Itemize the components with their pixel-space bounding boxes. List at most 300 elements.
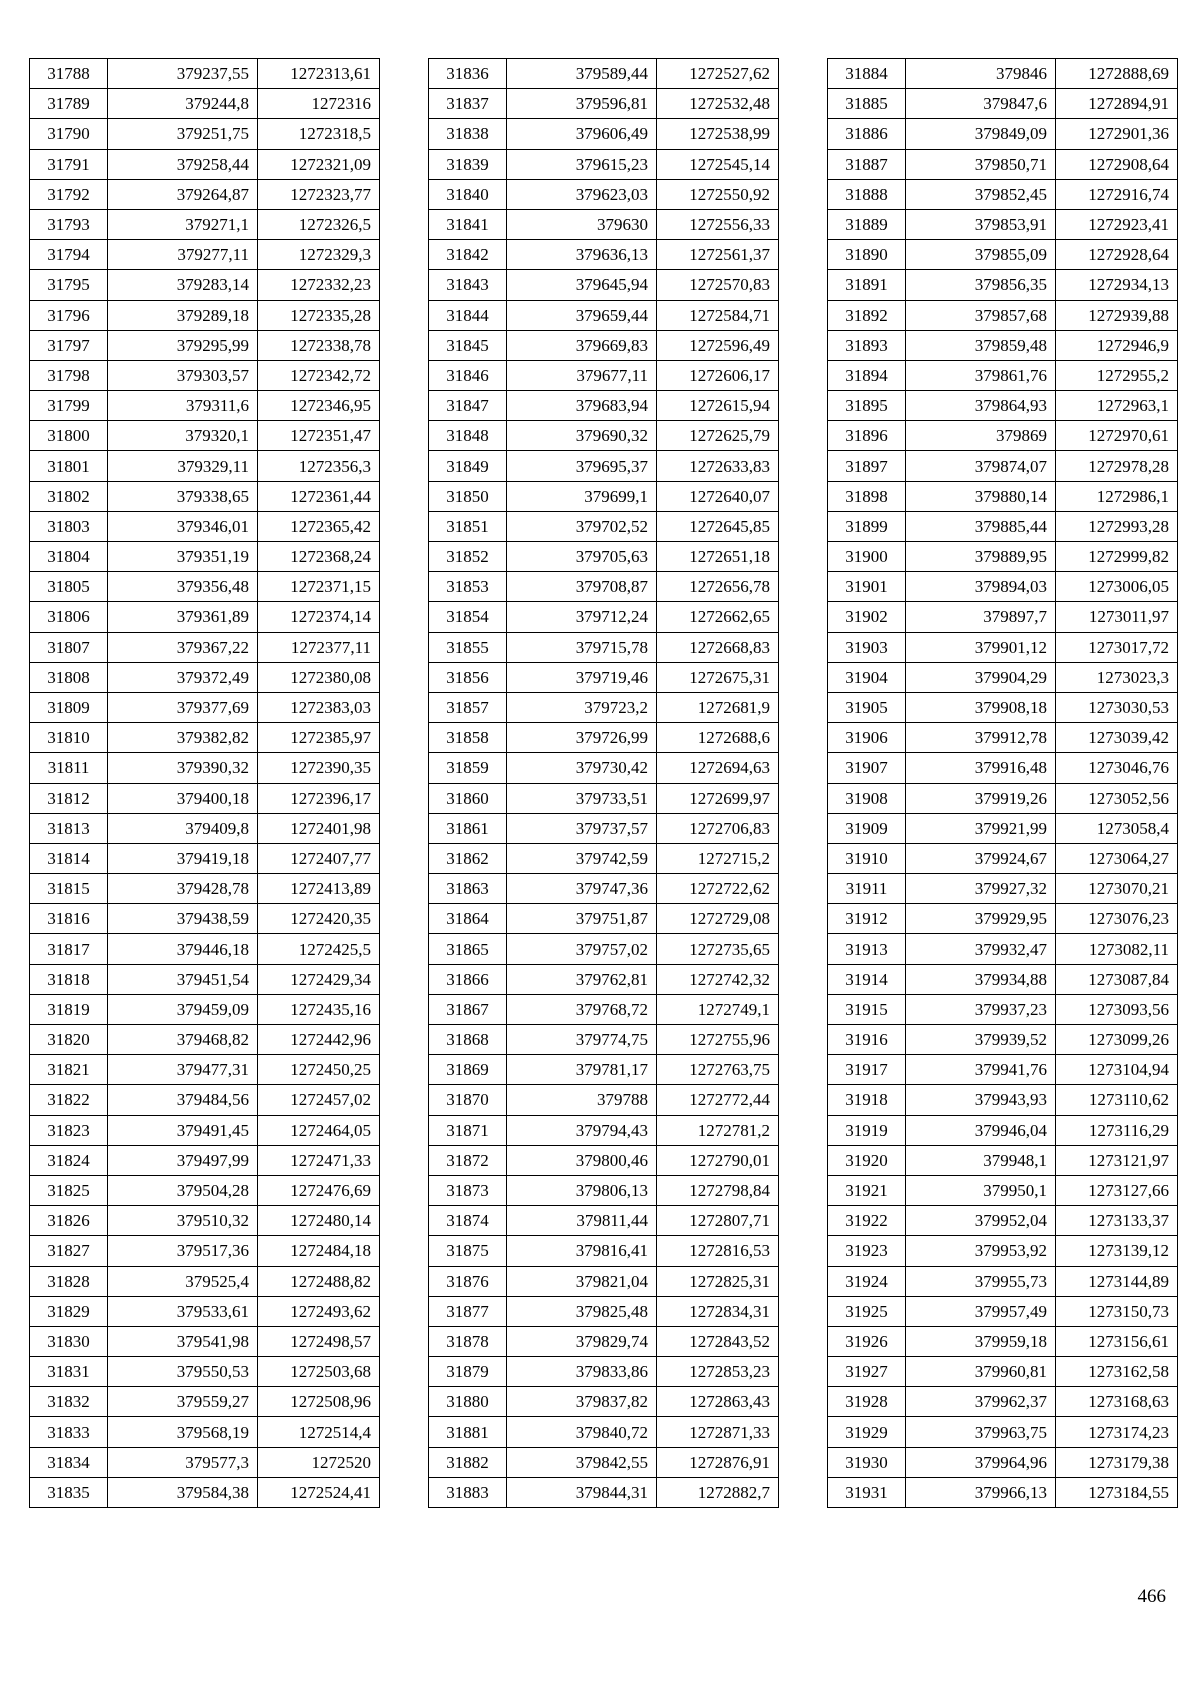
point-number-cell: 31850: [429, 481, 507, 511]
point-number-cell: 31883: [429, 1477, 507, 1507]
table-row: [30, 662, 380, 692]
table-row: [828, 149, 1178, 179]
point-number-cell: 31858: [429, 723, 507, 753]
point-number-cell: 31892: [828, 300, 906, 330]
y-coordinate-cell: 1272342,72: [258, 360, 380, 390]
point-number-cell: 31910: [828, 843, 906, 873]
y-coordinate-cell: 1272318,5: [258, 119, 380, 149]
y-coordinate-cell: 1272901,36: [1056, 119, 1178, 149]
x-coordinate-cell: 379833,86: [507, 1357, 657, 1387]
point-number-cell: 31833: [30, 1417, 108, 1447]
point-number-cell: 31899: [828, 511, 906, 541]
point-number-cell: 31820: [30, 1025, 108, 1055]
y-coordinate-cell: 1272457,02: [258, 1085, 380, 1115]
point-number-cell: 31807: [30, 632, 108, 662]
y-coordinate-cell: 1272978,28: [1056, 451, 1178, 481]
table-row: [429, 360, 779, 390]
point-number-cell: 31859: [429, 753, 507, 783]
x-coordinate-cell: 379821,04: [507, 1266, 657, 1296]
x-coordinate-cell: 379451,54: [108, 964, 258, 994]
x-coordinate-cell: 379504,28: [108, 1175, 258, 1205]
y-coordinate-cell: 1272934,13: [1056, 270, 1178, 300]
table-row: [828, 632, 1178, 662]
table-row: [429, 209, 779, 239]
x-coordinate-cell: 379715,78: [507, 632, 657, 662]
y-coordinate-cell: 1272656,78: [657, 572, 779, 602]
x-coordinate-cell: 379589,44: [507, 59, 657, 89]
point-number-cell: 31814: [30, 843, 108, 873]
y-coordinate-cell: 1272946,9: [1056, 330, 1178, 360]
x-coordinate-cell: 379816,41: [507, 1236, 657, 1266]
table-row: [828, 934, 1178, 964]
point-number-cell: 31906: [828, 723, 906, 753]
table-row: [30, 209, 380, 239]
x-coordinate-cell: 379932,47: [906, 934, 1056, 964]
point-number-cell: 31857: [429, 692, 507, 722]
point-number-cell: 31901: [828, 572, 906, 602]
table-row: [30, 149, 380, 179]
table-row: [429, 964, 779, 994]
point-number-cell: 31900: [828, 542, 906, 572]
x-coordinate-cell: 379921,99: [906, 813, 1056, 843]
y-coordinate-cell: 1272323,77: [258, 179, 380, 209]
y-coordinate-cell: 1272816,53: [657, 1236, 779, 1266]
table-row: [30, 1447, 380, 1477]
x-coordinate-cell: 379897,7: [906, 602, 1056, 632]
point-number-cell: 31856: [429, 662, 507, 692]
point-number-cell: 31888: [828, 179, 906, 209]
point-number-cell: 31868: [429, 1025, 507, 1055]
x-coordinate-cell: 379929,95: [906, 904, 1056, 934]
table-row: [30, 572, 380, 602]
x-coordinate-cell: 379747,36: [507, 874, 657, 904]
point-number-cell: 31800: [30, 421, 108, 451]
x-coordinate-cell: 379946,04: [906, 1115, 1056, 1145]
y-coordinate-cell: 1273174,23: [1056, 1417, 1178, 1447]
y-coordinate-cell: 1272380,08: [258, 662, 380, 692]
point-number-cell: 31816: [30, 904, 108, 934]
x-coordinate-cell: 379837,82: [507, 1387, 657, 1417]
y-coordinate-cell: 1272681,9: [657, 692, 779, 722]
y-coordinate-cell: 1272514,4: [258, 1417, 380, 1447]
x-coordinate-cell: 379468,82: [108, 1025, 258, 1055]
table-row: [30, 632, 380, 662]
y-coordinate-cell: 1272435,16: [258, 994, 380, 1024]
x-coordinate-cell: 379934,88: [906, 964, 1056, 994]
point-number-cell: 31839: [429, 149, 507, 179]
point-number-cell: 31855: [429, 632, 507, 662]
table-row: [429, 692, 779, 722]
point-number-cell: 31815: [30, 874, 108, 904]
y-coordinate-cell: 1273104,94: [1056, 1055, 1178, 1085]
point-number-cell: 31919: [828, 1115, 906, 1145]
y-coordinate-cell: 1272524,41: [258, 1477, 380, 1507]
point-number-cell: 31870: [429, 1085, 507, 1115]
point-number-cell: 31789: [30, 89, 108, 119]
y-coordinate-cell: 1272508,96: [258, 1387, 380, 1417]
point-number-cell: 31929: [828, 1417, 906, 1447]
point-number-cell: 31827: [30, 1236, 108, 1266]
x-coordinate-cell: 379484,56: [108, 1085, 258, 1115]
x-coordinate-cell: 379726,99: [507, 723, 657, 753]
x-coordinate-cell: 379271,1: [108, 209, 258, 239]
table-row: [828, 723, 1178, 753]
table-row: [30, 904, 380, 934]
point-number-cell: 31869: [429, 1055, 507, 1085]
table-row: [828, 994, 1178, 1024]
point-number-cell: 31896: [828, 421, 906, 451]
table-row: [429, 1296, 779, 1326]
point-number-cell: 31793: [30, 209, 108, 239]
y-coordinate-cell: 1272480,14: [258, 1206, 380, 1236]
x-coordinate-cell: 379550,53: [108, 1357, 258, 1387]
point-number-cell: 31842: [429, 240, 507, 270]
point-number-cell: 31847: [429, 391, 507, 421]
y-coordinate-cell: 1272413,89: [258, 874, 380, 904]
point-number-cell: 31824: [30, 1145, 108, 1175]
point-number-cell: 31851: [429, 511, 507, 541]
point-number-cell: 31890: [828, 240, 906, 270]
table-row: [30, 813, 380, 843]
point-number-cell: 31822: [30, 1085, 108, 1115]
x-coordinate-cell: 379329,11: [108, 451, 258, 481]
x-coordinate-cell: 379702,52: [507, 511, 657, 541]
x-coordinate-cell: 379853,91: [906, 209, 1056, 239]
point-number-cell: 31872: [429, 1145, 507, 1175]
table-row: [429, 511, 779, 541]
x-coordinate-cell: 379382,82: [108, 723, 258, 753]
table-row: [429, 330, 779, 360]
x-coordinate-cell: 379852,45: [906, 179, 1056, 209]
x-coordinate-cell: 379937,23: [906, 994, 1056, 1024]
y-coordinate-cell: 1272606,17: [657, 360, 779, 390]
point-number-cell: 31908: [828, 783, 906, 813]
point-number-cell: 31805: [30, 572, 108, 602]
y-coordinate-cell: 1273127,66: [1056, 1175, 1178, 1205]
y-coordinate-cell: 1272882,7: [657, 1477, 779, 1507]
table-row: [429, 119, 779, 149]
table-row: [429, 542, 779, 572]
y-coordinate-cell: 1272633,83: [657, 451, 779, 481]
x-coordinate-cell: 379963,75: [906, 1417, 1056, 1447]
x-coordinate-cell: 379690,32: [507, 421, 657, 451]
x-coordinate-cell: 379510,32: [108, 1206, 258, 1236]
table-row: [30, 1145, 380, 1175]
y-coordinate-cell: 1272963,1: [1056, 391, 1178, 421]
table-row: [30, 1025, 380, 1055]
table-row: [30, 511, 380, 541]
y-coordinate-cell: 1273046,76: [1056, 753, 1178, 783]
point-number-cell: 31788: [30, 59, 108, 89]
table-row: [30, 451, 380, 481]
x-coordinate-cell: 379351,19: [108, 542, 258, 572]
y-coordinate-cell: 1273116,29: [1056, 1115, 1178, 1145]
table-row: [429, 1417, 779, 1447]
y-coordinate-cell: 1272834,31: [657, 1296, 779, 1326]
y-coordinate-cell: 1272863,43: [657, 1387, 779, 1417]
x-coordinate-cell: 379541,98: [108, 1326, 258, 1356]
x-coordinate-cell: 379943,93: [906, 1085, 1056, 1115]
y-coordinate-cell: 1272313,61: [258, 59, 380, 89]
y-coordinate-cell: 1272338,78: [258, 330, 380, 360]
point-number-cell: 31865: [429, 934, 507, 964]
x-coordinate-cell: 379719,46: [507, 662, 657, 692]
x-coordinate-cell: 379251,75: [108, 119, 258, 149]
y-coordinate-cell: 1272798,84: [657, 1175, 779, 1205]
x-coordinate-cell: 379356,48: [108, 572, 258, 602]
page-number: 466: [1137, 1586, 1166, 1607]
table-row: [429, 1447, 779, 1477]
y-coordinate-cell: 1272843,52: [657, 1326, 779, 1356]
y-coordinate-cell: 1272550,92: [657, 179, 779, 209]
point-number-cell: 31864: [429, 904, 507, 934]
point-number-cell: 31795: [30, 270, 108, 300]
table-row: [30, 360, 380, 390]
y-coordinate-cell: 1272970,61: [1056, 421, 1178, 451]
table-row: [429, 1387, 779, 1417]
x-coordinate-cell: 379277,11: [108, 240, 258, 270]
table-row: [429, 391, 779, 421]
y-coordinate-cell: 1272615,94: [657, 391, 779, 421]
table-row: [429, 1206, 779, 1236]
point-number-cell: 31874: [429, 1206, 507, 1236]
y-coordinate-cell: 1272735,65: [657, 934, 779, 964]
point-number-cell: 31845: [429, 330, 507, 360]
x-coordinate-cell: 379630: [507, 209, 657, 239]
y-coordinate-cell: 1272871,33: [657, 1417, 779, 1447]
table-row: [828, 119, 1178, 149]
point-number-cell: 31809: [30, 692, 108, 722]
table-row: [30, 330, 380, 360]
table-row: [30, 843, 380, 873]
table-row: [828, 240, 1178, 270]
x-coordinate-cell: 379874,07: [906, 451, 1056, 481]
table-row: [828, 572, 1178, 602]
x-coordinate-cell: 379606,49: [507, 119, 657, 149]
y-coordinate-cell: 1273052,56: [1056, 783, 1178, 813]
x-coordinate-cell: 379438,59: [108, 904, 258, 934]
x-coordinate-cell: 379477,31: [108, 1055, 258, 1085]
x-coordinate-cell: 379941,76: [906, 1055, 1056, 1085]
point-number-cell: 31849: [429, 451, 507, 481]
table-row: [30, 1357, 380, 1387]
point-number-cell: 31914: [828, 964, 906, 994]
point-number-cell: 31925: [828, 1296, 906, 1326]
table-row: [429, 149, 779, 179]
x-coordinate-cell: 379367,22: [108, 632, 258, 662]
y-coordinate-cell: 1273064,27: [1056, 843, 1178, 873]
x-coordinate-cell: 379677,11: [507, 360, 657, 390]
y-coordinate-cell: 1273011,97: [1056, 602, 1178, 632]
point-number-cell: 31879: [429, 1357, 507, 1387]
point-number-cell: 31913: [828, 934, 906, 964]
table-row: [828, 662, 1178, 692]
point-number-cell: 31927: [828, 1357, 906, 1387]
x-coordinate-cell: 379850,71: [906, 149, 1056, 179]
x-coordinate-cell: 379311,6: [108, 391, 258, 421]
table-row: [429, 1266, 779, 1296]
x-coordinate-cell: 379912,78: [906, 723, 1056, 753]
table-row: [429, 1085, 779, 1115]
y-coordinate-cell: 1272625,79: [657, 421, 779, 451]
y-coordinate-cell: 1273179,38: [1056, 1447, 1178, 1477]
x-coordinate-cell: 379857,68: [906, 300, 1056, 330]
y-coordinate-cell: 1273039,42: [1056, 723, 1178, 753]
x-coordinate-cell: 379959,18: [906, 1326, 1056, 1356]
table-row: [828, 1417, 1178, 1447]
x-coordinate-cell: 379948,1: [906, 1145, 1056, 1175]
y-coordinate-cell: 1272894,91: [1056, 89, 1178, 119]
x-coordinate-cell: 379320,1: [108, 421, 258, 451]
x-coordinate-cell: 379861,76: [906, 360, 1056, 390]
x-coordinate-cell: 379615,23: [507, 149, 657, 179]
point-number-cell: 31873: [429, 1175, 507, 1205]
x-coordinate-cell: 379568,19: [108, 1417, 258, 1447]
table-row: [429, 481, 779, 511]
point-number-cell: 31915: [828, 994, 906, 1024]
point-number-cell: 31825: [30, 1175, 108, 1205]
point-number-cell: 31921: [828, 1175, 906, 1205]
y-coordinate-cell: 1272908,64: [1056, 149, 1178, 179]
table-row: [828, 1266, 1178, 1296]
x-coordinate-cell: 379939,52: [906, 1025, 1056, 1055]
y-coordinate-cell: 1272538,99: [657, 119, 779, 149]
x-coordinate-cell: 379645,94: [507, 270, 657, 300]
point-number-cell: 31852: [429, 542, 507, 572]
y-coordinate-cell: 1272385,97: [258, 723, 380, 753]
table-row: [429, 1357, 779, 1387]
point-number-cell: 31871: [429, 1115, 507, 1145]
table-row: [828, 692, 1178, 722]
x-coordinate-cell: 379859,48: [906, 330, 1056, 360]
coordinate-table-1: [29, 58, 380, 1508]
table-row: [30, 874, 380, 904]
point-number-cell: 31819: [30, 994, 108, 1024]
x-coordinate-cell: 379577,3: [108, 1447, 258, 1477]
point-number-cell: 31848: [429, 421, 507, 451]
x-coordinate-cell: 379908,18: [906, 692, 1056, 722]
x-coordinate-cell: 379794,43: [507, 1115, 657, 1145]
x-coordinate-cell: 379855,09: [906, 240, 1056, 270]
x-coordinate-cell: 379446,18: [108, 934, 258, 964]
point-number-cell: 31866: [429, 964, 507, 994]
table-row: [429, 300, 779, 330]
y-coordinate-cell: 1272476,69: [258, 1175, 380, 1205]
x-coordinate-cell: 379953,92: [906, 1236, 1056, 1266]
table-row: [828, 209, 1178, 239]
table-row: [30, 1387, 380, 1417]
x-coordinate-cell: 379957,49: [906, 1296, 1056, 1326]
table-row: [30, 119, 380, 149]
x-coordinate-cell: 379964,96: [906, 1447, 1056, 1477]
table-row: [828, 1055, 1178, 1085]
x-coordinate-cell: 379669,83: [507, 330, 657, 360]
table-row: [30, 934, 380, 964]
y-coordinate-cell: 1272396,17: [258, 783, 380, 813]
point-number-cell: 31854: [429, 602, 507, 632]
point-number-cell: 31911: [828, 874, 906, 904]
y-coordinate-cell: 1272390,35: [258, 753, 380, 783]
table-row: [30, 481, 380, 511]
table-row: [30, 542, 380, 572]
table-row: [30, 783, 380, 813]
table-row: [30, 1266, 380, 1296]
x-coordinate-cell: 379894,03: [906, 572, 1056, 602]
point-number-cell: 31876: [429, 1266, 507, 1296]
y-coordinate-cell: 1273099,26: [1056, 1025, 1178, 1055]
x-coordinate-cell: 379295,99: [108, 330, 258, 360]
y-coordinate-cell: 1272807,71: [657, 1206, 779, 1236]
y-coordinate-cell: 1272527,62: [657, 59, 779, 89]
x-coordinate-cell: 379390,32: [108, 753, 258, 783]
y-coordinate-cell: 1272923,41: [1056, 209, 1178, 239]
x-coordinate-cell: 379517,36: [108, 1236, 258, 1266]
table-row: [429, 904, 779, 934]
x-coordinate-cell: 379409,8: [108, 813, 258, 843]
point-number-cell: 31792: [30, 179, 108, 209]
point-number-cell: 31797: [30, 330, 108, 360]
point-number-cell: 31893: [828, 330, 906, 360]
y-coordinate-cell: 1272570,83: [657, 270, 779, 300]
x-coordinate-cell: 379623,03: [507, 179, 657, 209]
table-row: [30, 994, 380, 1024]
table-row: [828, 1025, 1178, 1055]
point-number-cell: 31862: [429, 843, 507, 873]
table-row: [429, 1326, 779, 1356]
table-row: [429, 1025, 779, 1055]
y-coordinate-cell: 1273006,05: [1056, 572, 1178, 602]
x-coordinate-cell: 379346,01: [108, 511, 258, 541]
table-row: [30, 1477, 380, 1507]
point-number-cell: 31826: [30, 1206, 108, 1236]
x-coordinate-cell: 379842,55: [507, 1447, 657, 1477]
y-coordinate-cell: 1272729,08: [657, 904, 779, 934]
y-coordinate-cell: 1273110,62: [1056, 1085, 1178, 1115]
point-number-cell: 31903: [828, 632, 906, 662]
point-number-cell: 31881: [429, 1417, 507, 1447]
x-coordinate-cell: 379846: [906, 59, 1056, 89]
point-number-cell: 31909: [828, 813, 906, 843]
point-number-cell: 31813: [30, 813, 108, 843]
table-row: [828, 813, 1178, 843]
point-number-cell: 31818: [30, 964, 108, 994]
point-number-cell: 31823: [30, 1115, 108, 1145]
table-row: [828, 602, 1178, 632]
x-coordinate-cell: 379428,78: [108, 874, 258, 904]
y-coordinate-cell: 1272429,34: [258, 964, 380, 994]
y-coordinate-cell: 1272321,09: [258, 149, 380, 179]
table-row: [828, 481, 1178, 511]
table-row: [30, 270, 380, 300]
x-coordinate-cell: 379419,18: [108, 843, 258, 873]
y-coordinate-cell: 1272520: [258, 1447, 380, 1477]
x-coordinate-cell: 379338,65: [108, 481, 258, 511]
x-coordinate-cell: 379864,93: [906, 391, 1056, 421]
point-number-cell: 31798: [30, 360, 108, 390]
x-coordinate-cell: 379847,6: [906, 89, 1056, 119]
x-coordinate-cell: 379849,09: [906, 119, 1056, 149]
x-coordinate-cell: 379258,44: [108, 149, 258, 179]
table-row: [828, 1236, 1178, 1266]
x-coordinate-cell: 379244,8: [108, 89, 258, 119]
table-row: [828, 904, 1178, 934]
table-row: [828, 1387, 1178, 1417]
point-number-cell: 31860: [429, 783, 507, 813]
table-row: [429, 632, 779, 662]
table-row: [30, 1115, 380, 1145]
point-number-cell: 31931: [828, 1477, 906, 1507]
point-number-cell: 31810: [30, 723, 108, 753]
